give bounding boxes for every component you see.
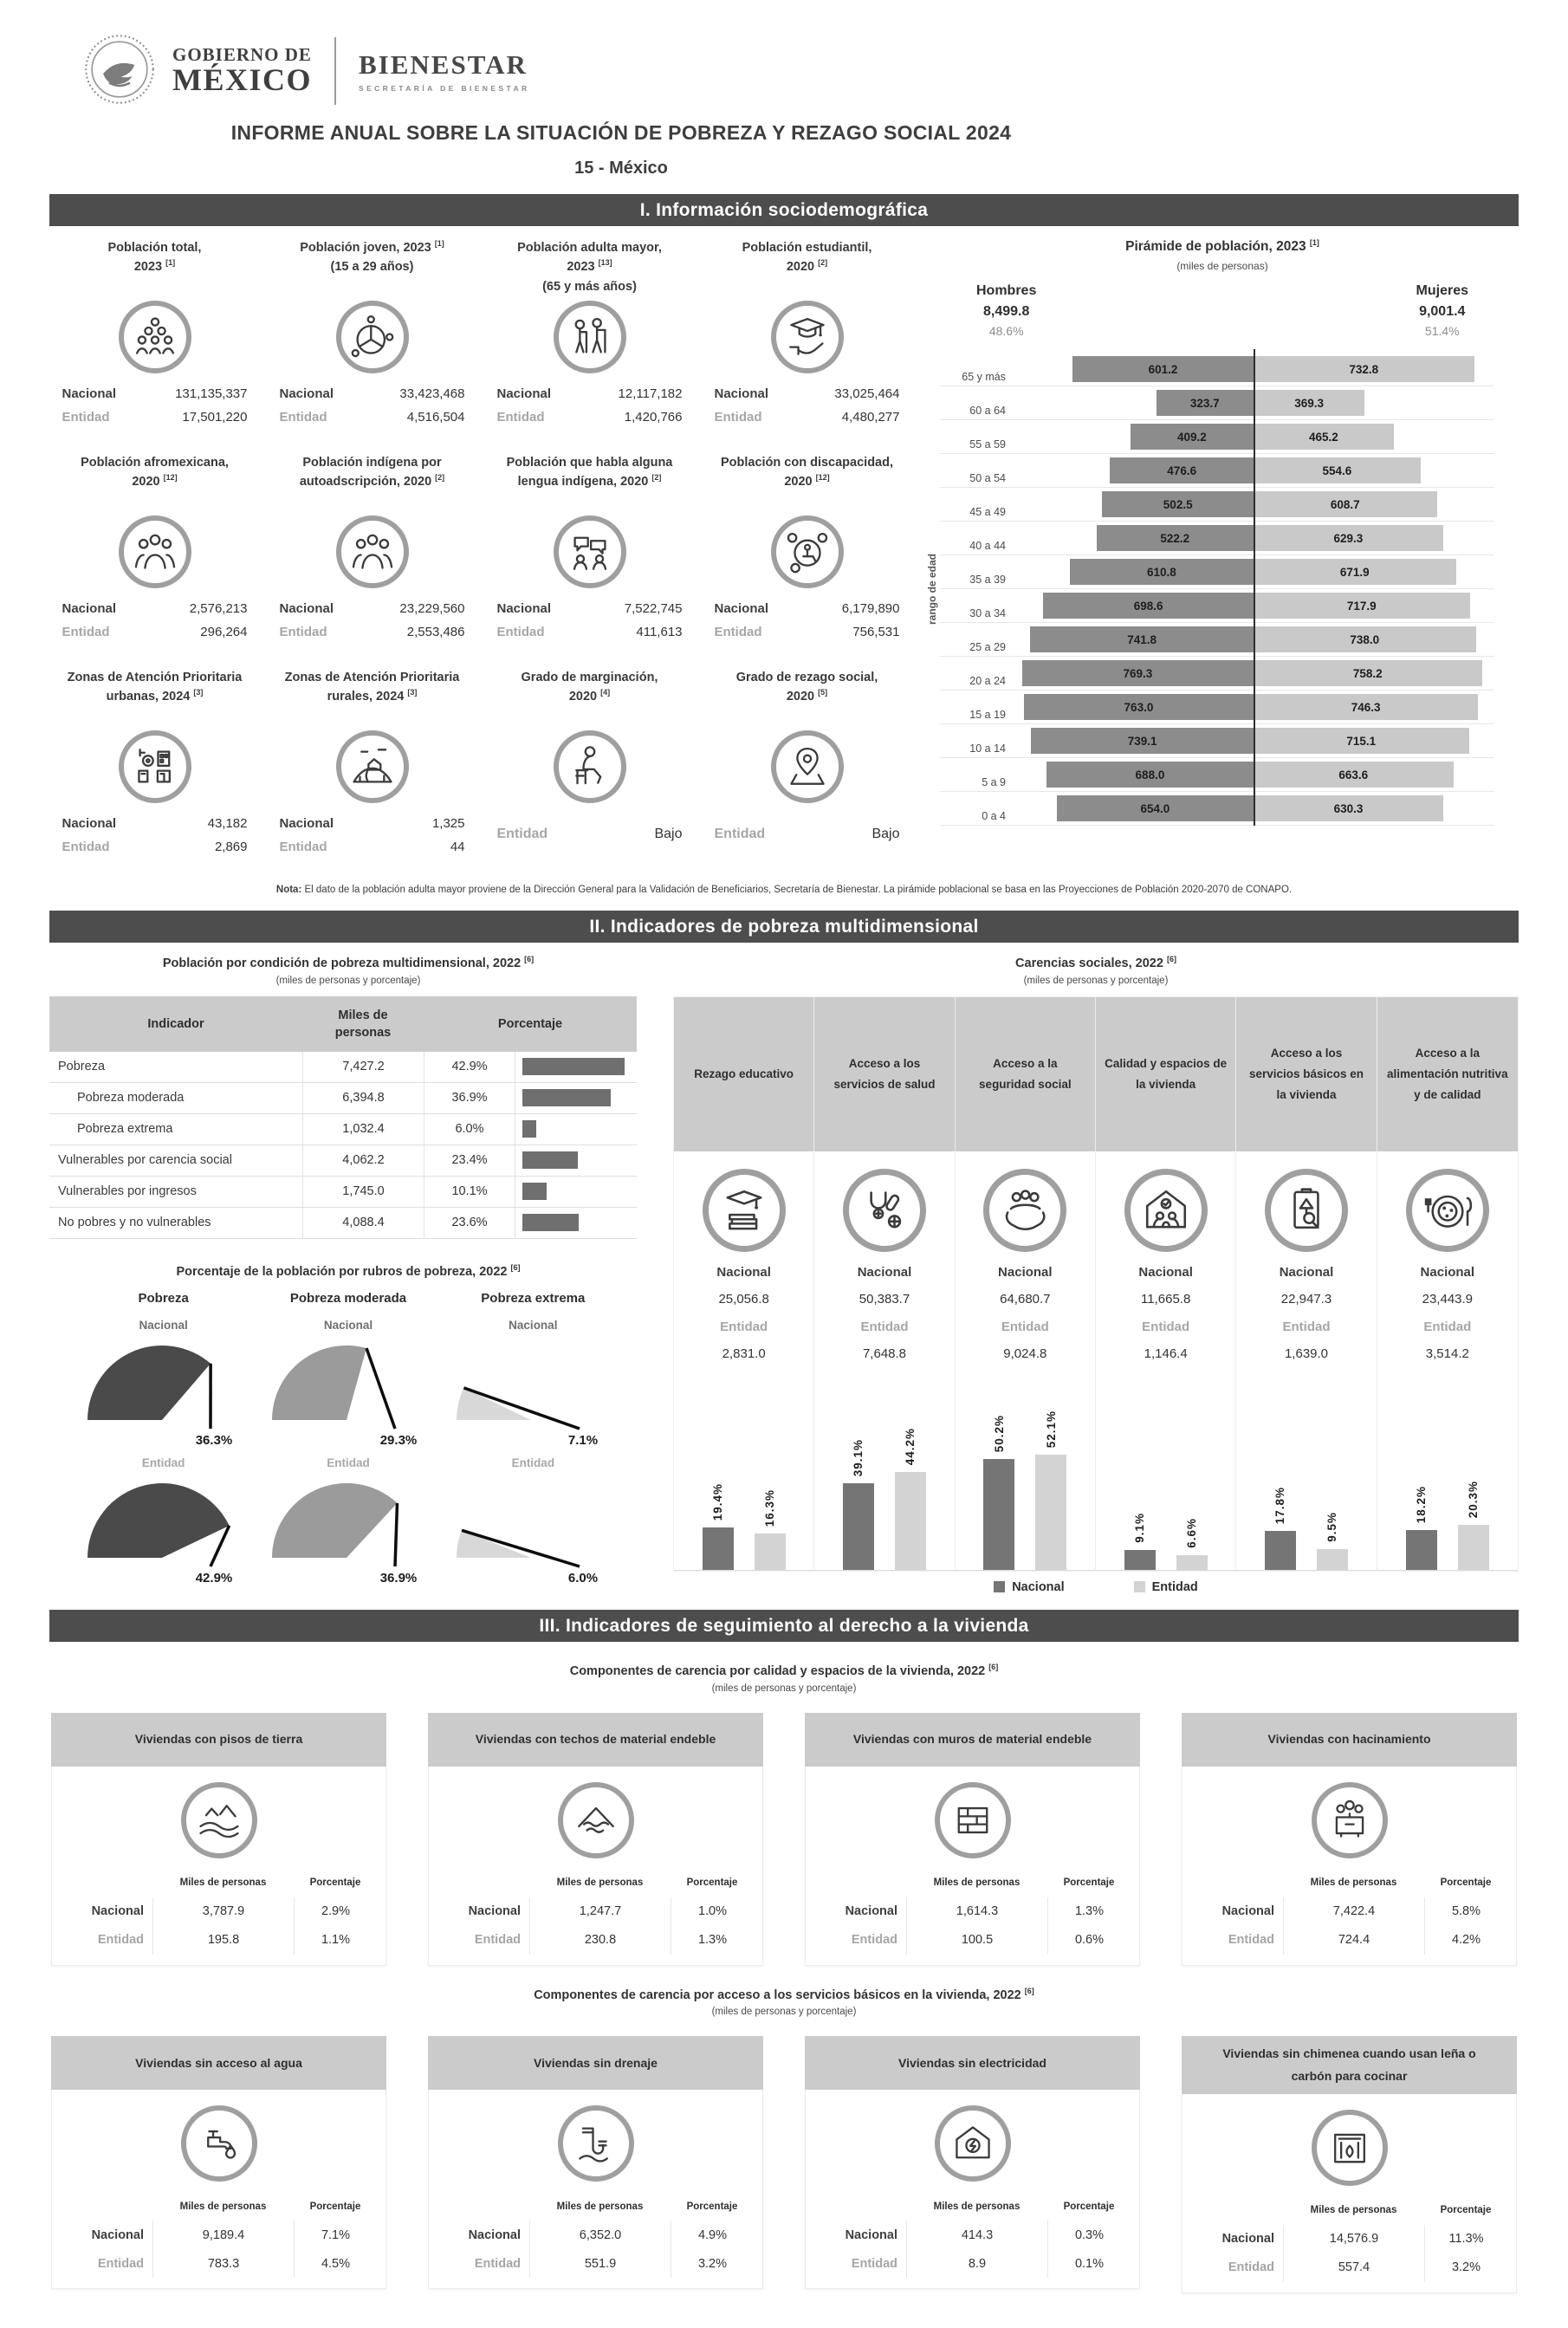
- stat-card: [267, 453, 477, 645]
- national-value-row: Nacional 43,182: [62, 812, 248, 835]
- poverty-table-row: Pobreza extrema 1,032.4 6.0%: [49, 1114, 637, 1145]
- poverty-table-row: Pobreza moderada 6,394.8 36.9%: [49, 1083, 637, 1114]
- pyramid-row: [940, 454, 1494, 488]
- pyramid-units: (miles de personas): [926, 260, 1519, 272]
- icon-circle: [181, 1782, 257, 1858]
- women-bar: 715.1: [1254, 728, 1469, 754]
- housing-quality-icon: [1138, 1183, 1194, 1238]
- entity-legend-swatch: [1134, 1581, 1145, 1592]
- pyramid-row: [940, 420, 1494, 454]
- percentage-bar: [522, 1120, 536, 1138]
- housing-card-title: Viviendas sin chimenea cuando usan leña o carbón para cocinar: [1182, 2036, 1517, 2093]
- stat-card-title: Zonas de Atención Prioritaria rurales, 2024 [3]: [267, 668, 477, 727]
- entity-value-row: Entidad 411,613: [497, 620, 683, 644]
- poverty-gauge-chart: [263, 1471, 433, 1587]
- dirt-floor-icon: [194, 1795, 244, 1845]
- women-bar: 663.6: [1254, 762, 1454, 788]
- poverty-table-row: Vulnerables por ingresos 1,745.0 10.1%: [49, 1177, 637, 1208]
- entity-value-row: Entidad 17,501,220: [62, 405, 248, 429]
- poverty-wedges-title: Porcentaje de la población por rubros de pobreza, 2022 [6]: [49, 1263, 647, 1279]
- men-bar: 409.2: [1131, 424, 1254, 450]
- entity-value-row: Entidad 2,553,486: [280, 620, 465, 644]
- age-range-label: 10 a 14: [940, 742, 1013, 757]
- housing-card-title: Viviendas con muros de material endeble: [805, 1713, 1140, 1767]
- housing-card: [805, 1713, 1140, 1966]
- sociodemographic-section: [49, 238, 1519, 871]
- speech-bubbles-icon: [565, 527, 615, 577]
- icon-circle: [843, 1169, 926, 1252]
- housing-card: [428, 2036, 763, 2292]
- housing-group-units: (miles de personas y porcentaje): [49, 1683, 1519, 1694]
- poverty-table-title: Población por condición de pobreza multidimensional, 2022 [6]: [49, 955, 647, 970]
- poverty-gauge-chart: [263, 1333, 433, 1449]
- stat-card-title: Grado de rezago social, 2020 [5]: [702, 668, 912, 727]
- crowd-pyramid-icon: [130, 312, 180, 362]
- men-bar: 610.8: [1070, 559, 1254, 585]
- housing-card-title: Viviendas con techos de material endeble: [428, 1713, 763, 1767]
- stat-card: [49, 453, 260, 645]
- icon-circle: [336, 730, 409, 803]
- women-bar: 554.6: [1254, 457, 1421, 483]
- deprivation-bar-chart: 17.8% 9.5%: [1236, 1373, 1376, 1571]
- pyramid-row: [940, 691, 1494, 724]
- icon-circle: [119, 301, 191, 373]
- icon-circle: [935, 2105, 1011, 2182]
- deprivation-values: Nacional 64,680.7 Entidad 9,024.8: [956, 1259, 1095, 1373]
- urban-zone-icon: [130, 742, 180, 792]
- age-range-label: 15 a 19: [940, 709, 1013, 723]
- national-value-row: Nacional 1,325: [280, 812, 465, 835]
- education-lag-icon: [716, 1183, 772, 1238]
- national-value-row: Nacional 12,117,182: [497, 382, 683, 405]
- pyramid-row: [940, 353, 1494, 386]
- housing-card: [1182, 1713, 1517, 1966]
- men-bar: 739.1: [1031, 728, 1254, 754]
- government-logo: [82, 23, 1519, 120]
- age-range-label: 30 a 34: [940, 607, 1013, 622]
- men-bar: 698.6: [1043, 593, 1254, 619]
- men-bar: 688.0: [1046, 762, 1254, 788]
- stat-card-title: Población que habla alguna lengua indígena, 2020 [2]: [484, 453, 695, 512]
- stat-card: [49, 238, 260, 431]
- women-bar: 758.2: [1254, 660, 1482, 686]
- deprivation-column: [1236, 997, 1377, 1571]
- deprivation-title: Calidad y espacios de la vivienda: [1096, 997, 1235, 1151]
- population-pyramid: [926, 238, 1519, 871]
- deprivation-title: Acceso a los servicios de salud: [814, 997, 954, 1151]
- women-bar: 671.9: [1254, 559, 1456, 585]
- map-pin-icon: [782, 742, 833, 792]
- men-bar: 601.2: [1072, 356, 1254, 382]
- housing-group-title: Componentes de carencia por acceso a los servicios básicos en la vivienda, 2022 [6]: [49, 1987, 1519, 2002]
- housing-group-units: (miles de personas y porcentaje): [49, 2007, 1519, 2017]
- poverty-gauge-column: Pobreza moderada Nacional 29.3% Entidad 36.9%: [256, 1291, 440, 1587]
- bienestar-wordmark: BIENESTAR SECRETARÍA DE BIENESTAR: [359, 49, 530, 93]
- stat-card: [702, 238, 912, 431]
- weak-roof-icon: [571, 1795, 621, 1845]
- legend-national: Nacional: [994, 1580, 1064, 1594]
- stat-card: [484, 668, 695, 871]
- poverty-gauge-chart: [448, 1333, 618, 1449]
- national-value-row: Nacional 131,135,337: [62, 382, 248, 405]
- deprivation-values: Nacional 23,443.9 Entidad 3,514.2: [1377, 1259, 1518, 1373]
- entity-bar: [1458, 1525, 1489, 1570]
- deprivation-title: Acceso a la alimentación nutritiva y de calidad: [1377, 997, 1518, 1151]
- social-security-icon: [997, 1183, 1053, 1238]
- deprivation-bar-chart: 39.1% 44.2%: [814, 1373, 954, 1571]
- national-bar: [1265, 1531, 1296, 1570]
- youth-pie-icon: [347, 312, 398, 362]
- basic-services-icon: [1279, 1183, 1334, 1238]
- icon-circle: [554, 301, 626, 373]
- graduation-hand-icon: [782, 312, 833, 362]
- women-bar: 732.8: [1254, 356, 1474, 382]
- housing-card: [51, 2036, 386, 2292]
- icon-circle: [983, 1169, 1066, 1252]
- svg-text:29.3%: 29.3%: [380, 1433, 418, 1448]
- poverty-left-panel: [49, 955, 647, 1594]
- deprivation-values: Nacional 25,056.8 Entidad 2,831.0: [674, 1259, 813, 1373]
- icon-circle: [703, 1169, 786, 1252]
- pyramid-row: [940, 555, 1494, 589]
- entity-value-row: Entidad Bajo: [715, 822, 900, 847]
- deprivations-table: [673, 996, 1519, 1572]
- icon-circle: [1312, 2110, 1388, 2186]
- poverty-table: [49, 996, 637, 1239]
- housing-section: [49, 1663, 1519, 2293]
- housing-component-group: [49, 1987, 1519, 2293]
- icon-circle: [771, 730, 844, 803]
- icon-circle: [771, 301, 844, 373]
- stat-card: [49, 668, 260, 871]
- no-drainage-icon: [571, 2118, 621, 2169]
- deprivation-values: Nacional 50,383.7 Entidad 7,648.8: [814, 1259, 954, 1373]
- national-value-row: Nacional 23,229,560: [280, 597, 465, 620]
- age-range-label: 5 a 9: [940, 776, 1013, 791]
- icon-circle: [181, 2105, 257, 2182]
- deprivation-values: Nacional 11,665.8 Entidad 1,146.4: [1096, 1259, 1235, 1373]
- age-range-label: 35 a 39: [940, 574, 1013, 588]
- social-deprivations-panel: [673, 955, 1519, 1594]
- deprivation-column: [814, 997, 955, 1571]
- percentage-bar: [522, 1089, 611, 1106]
- stat-card: [267, 238, 477, 431]
- section3-header: III. Indicadores de seguimiento al derecho a la vivienda: [49, 1610, 1519, 1642]
- deprivation-column: [1096, 997, 1236, 1571]
- icon-circle: [554, 730, 626, 803]
- entity-value-row: Entidad Bajo: [497, 822, 683, 847]
- stat-card-title: Población adulta mayor, 2023 [13] (65 y más años): [484, 238, 695, 297]
- men-bar: 763.0: [1024, 694, 1254, 720]
- women-bar: 465.2: [1254, 424, 1394, 450]
- stat-card: [484, 238, 695, 431]
- icon-circle: [558, 2105, 634, 2182]
- stat-card-title: Población afromexicana, 2020 [12]: [49, 453, 260, 512]
- housing-card-table: Miles de personas Porcentaje Nacional 1,614.3 1.3% Entidad 100.5 0.6%: [814, 1869, 1131, 1955]
- rural-zone-icon: [347, 742, 398, 792]
- stat-card-title: Grado de marginación, 2020 [4]: [484, 668, 695, 727]
- logo-divider: [334, 37, 336, 105]
- nutrition-icon: [1420, 1183, 1475, 1238]
- deprivation-values: Nacional 22,947.3 Entidad 1,639.0: [1236, 1259, 1376, 1373]
- svg-text:42.9%: 42.9%: [195, 1571, 232, 1586]
- deprivation-title: Rezago educativo: [674, 997, 813, 1151]
- poverty-table-row: Pobreza 7,427.2 42.9%: [49, 1052, 637, 1083]
- pyramid-row: [940, 589, 1494, 623]
- icon-circle: [1406, 1169, 1489, 1252]
- section2-header: II. Indicadores de pobreza multidimensional: [49, 911, 1519, 943]
- elderly-icon: [565, 312, 615, 362]
- men-bar: 522.2: [1097, 525, 1254, 551]
- footnote: Nota: El dato de la población adulta mayor proviene de la Dirección General para la Validación de Beneficiarios, Secretaría de Bienestar. La pirámide poblacional se basa en las Proyecciones de Población 2020-2070 de CONAPO.: [49, 885, 1519, 895]
- poverty-gauge-column: Pobreza Nacional 36.3% Entidad 42.9%: [71, 1291, 256, 1587]
- housing-card-title: Viviendas sin acceso al agua: [51, 2036, 386, 2090]
- section1-header: I. Información sociodemográfica: [49, 194, 1519, 226]
- poverty-section: [49, 955, 1519, 1594]
- women-bar: 369.3: [1254, 390, 1364, 416]
- age-range-label: 0 a 4: [940, 810, 1013, 825]
- group-icon: [347, 527, 398, 577]
- national-bar: [703, 1527, 734, 1570]
- pyramid-row: [940, 488, 1494, 522]
- stat-card-title: Zonas de Atención Prioritaria urbanas, 2024 [3]: [49, 668, 260, 727]
- entity-value-row: Entidad 296,264: [62, 620, 248, 644]
- pyramid-row: [940, 724, 1494, 758]
- national-value-row: Nacional 7,522,745: [497, 597, 683, 620]
- entity-bar: [1176, 1555, 1208, 1570]
- svg-text:36.9%: 36.9%: [380, 1571, 418, 1586]
- national-legend-swatch: [994, 1581, 1005, 1592]
- poverty-gauge-column: Pobreza extrema Nacional 7.1% Entidad 6.0%: [441, 1291, 625, 1587]
- stat-card-title: Población total, 2023 [1]: [49, 238, 260, 297]
- overcrowding-icon: [1325, 1795, 1375, 1845]
- poverty-table-units: (miles de personas y porcentaje): [49, 976, 647, 986]
- entity-bar: [755, 1534, 786, 1570]
- percentage-bar: [522, 1183, 547, 1200]
- deprivation-title: Acceso a los servicios básicos en la vivienda: [1236, 997, 1376, 1151]
- housing-card-table: Miles de personas Porcentaje Nacional 3,787.9 2.9% Entidad 195.8 1.1%: [61, 1869, 377, 1955]
- age-range-label: 40 a 44: [940, 540, 1013, 554]
- housing-card-table: Miles de personas Porcentaje Nacional 414.3 0.3% Entidad 8.9 0.1%: [814, 2192, 1131, 2278]
- seated-person-icon: [565, 742, 615, 792]
- pyramid-row: [940, 792, 1494, 826]
- national-bar: [1124, 1550, 1156, 1570]
- housing-component-group: [49, 1663, 1519, 1966]
- icon-circle: [1265, 1169, 1348, 1252]
- icon-circle: [336, 301, 409, 373]
- svg-text:36.3%: 36.3%: [195, 1433, 232, 1448]
- age-range-label: 20 a 24: [940, 675, 1013, 690]
- entity-value-row: Entidad 2,869: [62, 835, 248, 859]
- national-value-row: Nacional 6,179,890: [715, 597, 900, 620]
- stat-card-title: Población con discapacidad, 2020 [12]: [702, 453, 912, 512]
- housing-card-table: Miles de personas Porcentaje Nacional 6,352.0 4.9% Entidad 551.9 3.2%: [437, 2192, 754, 2278]
- poverty-gauge-chart: [79, 1471, 249, 1587]
- stat-card: [267, 668, 477, 871]
- stat-card: [702, 668, 912, 871]
- stat-card-title: Población estudiantil, 2020 [2]: [702, 238, 912, 297]
- women-bar: 738.0: [1254, 626, 1476, 652]
- entity-value-row: Entidad 44: [280, 835, 465, 859]
- icon-circle: [771, 516, 844, 588]
- stat-card-title: Población joven, 2023 [1] (15 a 29 años): [267, 238, 477, 297]
- icon-circle: [935, 1782, 1011, 1858]
- entity-value-row: Entidad 756,531: [715, 620, 900, 644]
- deprivation-column: [1377, 997, 1518, 1571]
- age-range-label: 45 a 49: [940, 506, 1013, 521]
- deprivations-title: Carencias sociales, 2022 [6]: [673, 955, 1519, 970]
- housing-card-title: Viviendas sin drenaje: [428, 2036, 763, 2090]
- svg-text:7.1%: 7.1%: [568, 1433, 598, 1448]
- housing-card-table: Miles de personas Porcentaje Nacional 1,247.7 1.0% Entidad 230.8 1.3%: [437, 1869, 754, 1955]
- stat-card: [484, 453, 695, 645]
- pyramid-y-axis-label: rango de edad: [926, 353, 938, 826]
- icon-circle: [119, 730, 191, 803]
- women-bar: 608.7: [1254, 491, 1437, 517]
- icon-circle: [119, 516, 191, 588]
- mexico-coat-of-arms-icon: [82, 32, 157, 111]
- percentage-bar: [522, 1058, 625, 1075]
- men-bar: 741.8: [1030, 626, 1254, 652]
- icon-circle: [1312, 1782, 1388, 1858]
- pyramid-rows: [940, 353, 1494, 826]
- entity-value-row: Entidad 4,480,277: [715, 405, 900, 429]
- deprivation-column: [674, 997, 814, 1571]
- poverty-table-header: Indicador Miles de personas Porcentaje: [49, 996, 637, 1052]
- stat-card: [702, 453, 912, 645]
- entity-bar: [1035, 1455, 1066, 1570]
- percentage-bar: [522, 1214, 579, 1231]
- men-bar: 502.5: [1102, 491, 1254, 517]
- page-title: INFORME ANUAL SOBRE LA SITUACIÓN DE POBREZA Y REZAGO SOCIAL 2024: [49, 121, 1193, 145]
- men-bar: 323.7: [1157, 390, 1254, 416]
- pyramid-row: [940, 623, 1494, 657]
- no-electricity-icon: [948, 2118, 998, 2169]
- page-header: [49, 23, 1519, 178]
- group-icon: [130, 527, 180, 577]
- pyramid-row: [940, 758, 1494, 792]
- health-services-icon: [857, 1183, 912, 1238]
- deprivations-legend: [673, 1580, 1519, 1594]
- age-range-label: 60 a 64: [940, 405, 1013, 419]
- no-chimney-icon: [1325, 2123, 1375, 2173]
- legend-entity: Entidad: [1134, 1580, 1198, 1594]
- pyramid-row: [940, 522, 1494, 555]
- national-value-row: Nacional 33,025,464: [715, 382, 900, 405]
- women-bar: 630.3: [1254, 795, 1443, 821]
- housing-card: [428, 1713, 763, 1966]
- icon-circle: [554, 516, 626, 588]
- men-bar: 769.3: [1022, 660, 1254, 686]
- no-water-icon: [194, 2118, 244, 2169]
- svg-text:6.0%: 6.0%: [568, 1571, 598, 1586]
- deprivation-bar-chart: 9.1% 6.6%: [1096, 1373, 1235, 1571]
- housing-card-title: Viviendas sin electricidad: [805, 2036, 1140, 2090]
- deprivation-bar-chart: 18.2% 20.3%: [1377, 1373, 1518, 1571]
- entity-value-row: Entidad 4,516,504: [280, 405, 465, 429]
- percentage-bar: [522, 1151, 578, 1169]
- entity-value-row: Entidad 1,420,766: [497, 405, 683, 429]
- pyramid-women-total: Mujeres 9,001.4 51.4%: [1416, 281, 1468, 340]
- pyramid-title: Pirámide de población, 2023 [1]: [926, 238, 1519, 255]
- deprivation-column: [956, 997, 1096, 1571]
- weak-walls-icon: [948, 1795, 998, 1845]
- pyramid-row: [940, 657, 1494, 691]
- age-range-label: 65 y más: [940, 371, 1013, 386]
- housing-card: [51, 1713, 386, 1966]
- entity-bar: [895, 1472, 926, 1570]
- deprivations-units: (miles de personas y porcentaje): [673, 976, 1519, 986]
- age-range-label: 25 a 29: [940, 641, 1013, 656]
- icon-circle: [558, 1782, 634, 1858]
- poverty-table-row: No pobres y no vulnerables 4,088.4 23.6%: [49, 1208, 637, 1239]
- housing-card: [805, 2036, 1140, 2292]
- women-bar: 746.3: [1254, 694, 1478, 720]
- icon-circle: [1124, 1169, 1208, 1252]
- national-value-row: Nacional 33,423,468: [280, 382, 465, 405]
- housing-card-title: Viviendas con pisos de tierra: [51, 1713, 386, 1767]
- poverty-wedges: [71, 1291, 625, 1587]
- housing-card: [1182, 2036, 1517, 2292]
- poverty-gauge-chart: [79, 1333, 249, 1449]
- men-bar: 654.0: [1057, 795, 1254, 821]
- women-bar: 629.3: [1254, 525, 1443, 551]
- state-subtitle: 15 - México: [49, 159, 1193, 178]
- housing-card-table: Miles de personas Porcentaje Nacional 7,422.4 5.8% Entidad 724.4 4.2%: [1191, 1869, 1507, 1955]
- national-bar: [1406, 1530, 1437, 1570]
- pyramid-row: [940, 386, 1494, 420]
- stat-cards-grid: [49, 238, 912, 871]
- women-bar: 717.9: [1254, 593, 1470, 619]
- deprivation-title: Acceso a la seguridad social: [956, 997, 1095, 1151]
- housing-card-table: Miles de personas Porcentaje Nacional 9,189.4 7.1% Entidad 783.3 4.5%: [61, 2192, 377, 2278]
- pyramid-men-total: Hombres 8,499.8 48.6%: [976, 281, 1036, 340]
- entity-bar: [1317, 1549, 1348, 1570]
- pyramid-center-axis: [1254, 349, 1255, 826]
- stat-card-title: Población indígena por autoadscripción, 2020 [2]: [267, 453, 477, 512]
- housing-group-title: Componentes de carencia por calidad y espacios de la vivienda, 2022 [6]: [49, 1663, 1519, 1678]
- age-range-label: 55 a 59: [940, 438, 1013, 453]
- deprivation-bar-chart: 19.4% 16.3%: [674, 1373, 813, 1571]
- icon-circle: [336, 516, 409, 588]
- age-range-label: 50 a 54: [940, 472, 1013, 487]
- housing-card-title: Viviendas con hacinamiento: [1182, 1713, 1517, 1767]
- housing-card-table: Miles de personas Porcentaje Nacional 14,576.9 11.3% Entidad 557.4 3.2%: [1191, 2196, 1507, 2282]
- national-bar: [843, 1483, 874, 1570]
- poverty-gauge-chart: [448, 1471, 618, 1587]
- national-bar: [983, 1459, 1014, 1570]
- deprivation-bar-chart: 50.2% 52.1%: [956, 1373, 1095, 1571]
- poverty-table-row: Vulnerables por carencia social 4,062.2 23.4%: [49, 1145, 637, 1177]
- disability-icon: [782, 527, 833, 577]
- national-value-row: Nacional 2,576,213: [62, 597, 248, 620]
- men-bar: 476.6: [1110, 457, 1254, 483]
- gobierno-de-mexico-wordmark: GOBIERNO DE MÉXICO: [172, 45, 312, 97]
